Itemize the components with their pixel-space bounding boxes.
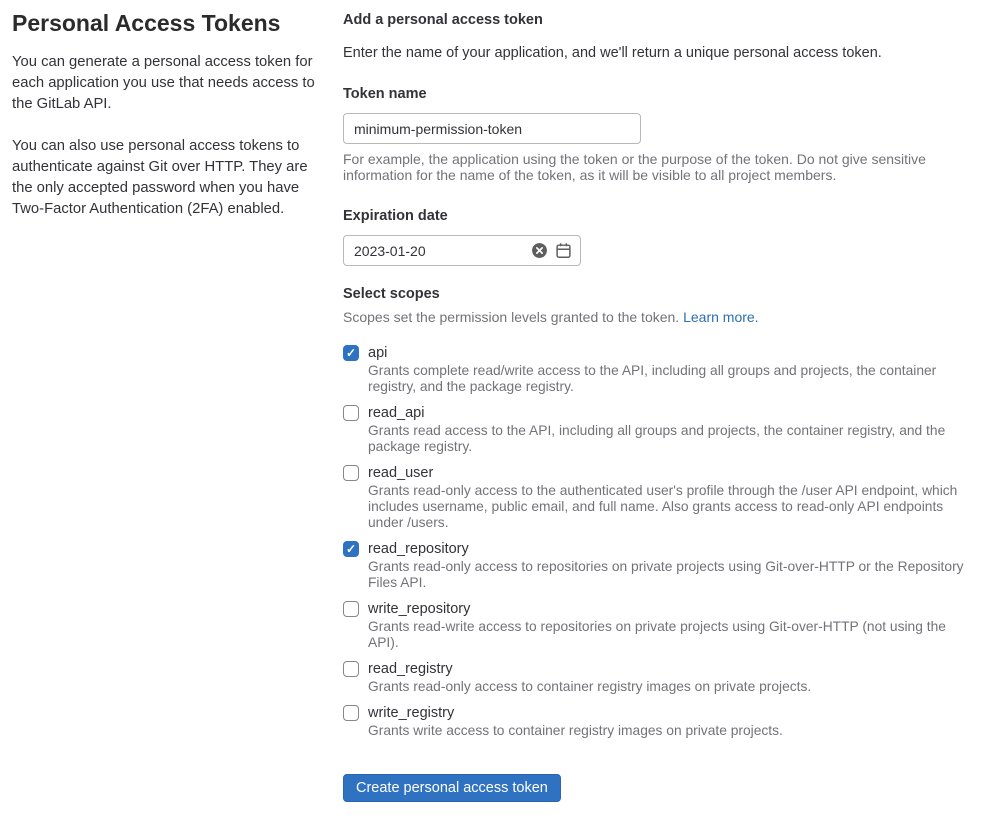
- scopes-description: [343, 309, 974, 325]
- scope-checkbox[interactable]: [343, 705, 359, 721]
- calendar-icon: [555, 242, 572, 259]
- expiration-date-label: Expiration date: [343, 208, 448, 224]
- token-name-input[interactable]: [343, 113, 641, 144]
- scope-checkbox[interactable]: [343, 465, 359, 481]
- page-title: Personal Access Tokens: [12, 10, 281, 36]
- scope-description: Grants read-only access to the authenticated user's profile through the /user API endpoint, which includes username, public email, and full name. Also grants access to read-only API endpoints under /users.: [368, 483, 958, 530]
- scope-label[interactable]: write_registry: [368, 705, 455, 721]
- expiration-date-input[interactable]: [354, 243, 524, 259]
- scope-checkbox[interactable]: [343, 541, 359, 557]
- scope-row: [343, 539, 974, 591]
- page-description-column: [12, 10, 315, 802]
- scope-label[interactable]: api: [368, 345, 388, 361]
- scope-description: Grants read access to the API, including all groups and projects, the container registry, and the package registry.: [368, 423, 946, 454]
- scope-label[interactable]: read_api: [368, 405, 425, 421]
- scope-description: Grants read-write access to repositories on private projects using Git-over-HTTP (not using the API).: [368, 619, 946, 650]
- learn-more-link[interactable]: Learn more.: [683, 309, 759, 325]
- scope-label[interactable]: read_user: [368, 465, 434, 481]
- token-name-help: For example, the application using the token or the purpose of the token. Do not give sensitive information for the name of the token, as it will be visible to all project members.: [343, 151, 926, 183]
- scope-description: Grants read-only access to container registry images on private projects.: [368, 679, 812, 694]
- scope-text: [368, 539, 974, 591]
- create-token-button[interactable]: Create personal access token: [343, 774, 561, 802]
- scope-text: [368, 703, 783, 739]
- token-name-label: Token name: [343, 86, 427, 102]
- scope-row: [343, 599, 974, 651]
- scope-description: Grants write access to container registry images on private projects.: [368, 723, 783, 738]
- scopes-section: [343, 286, 974, 739]
- scope-text: [368, 599, 974, 651]
- scope-text: [368, 659, 811, 695]
- scope-label[interactable]: read_repository: [368, 541, 469, 557]
- scope-checkbox[interactable]: [343, 601, 359, 617]
- scope-label[interactable]: write_repository: [368, 601, 471, 617]
- scope-row: [343, 463, 974, 531]
- form-heading: Add a personal access token: [343, 12, 543, 28]
- scope-text: [368, 463, 974, 531]
- add-token-form: [343, 10, 974, 802]
- expiration-date-field: [343, 235, 581, 266]
- scope-description: Grants complete read/write access to the API, including all groups and projects, the container registry, and the package registry.: [368, 363, 937, 394]
- scope-checkbox[interactable]: [343, 345, 359, 361]
- form-description: Enter the name of your application, and we'll return a unique personal access token.: [343, 45, 882, 61]
- scopes-description-text: Scopes set the permission levels granted to the token.: [343, 309, 680, 325]
- clear-date-button[interactable]: [530, 242, 548, 260]
- scope-text: [368, 343, 974, 395]
- expiration-section: [343, 208, 974, 266]
- select-scopes-label: Select scopes: [343, 286, 440, 302]
- scope-checkbox[interactable]: [343, 405, 359, 421]
- intro-paragraph-1: You can generate a personal access token for each application you use that needs access to the GitLab API.: [12, 53, 315, 112]
- scope-description: Grants read-only access to repositories on private projects using Git-over-HTTP or the Repository Files API.: [368, 559, 964, 590]
- scope-row: [343, 343, 974, 395]
- scopes-list: [343, 343, 974, 739]
- calendar-button[interactable]: [554, 242, 572, 260]
- scope-label[interactable]: read_registry: [368, 661, 453, 677]
- scope-row: [343, 403, 974, 455]
- intro-paragraph-2: You can also use personal access tokens to authenticate against Git over HTTP. They are the only accepted password when you have Two-Factor Authentication (2FA) enabled.: [12, 137, 308, 217]
- scope-text: [368, 403, 974, 455]
- scope-row: [343, 659, 974, 695]
- scope-checkbox[interactable]: [343, 661, 359, 677]
- scope-row: [343, 703, 974, 739]
- circle-x-icon: [531, 242, 548, 259]
